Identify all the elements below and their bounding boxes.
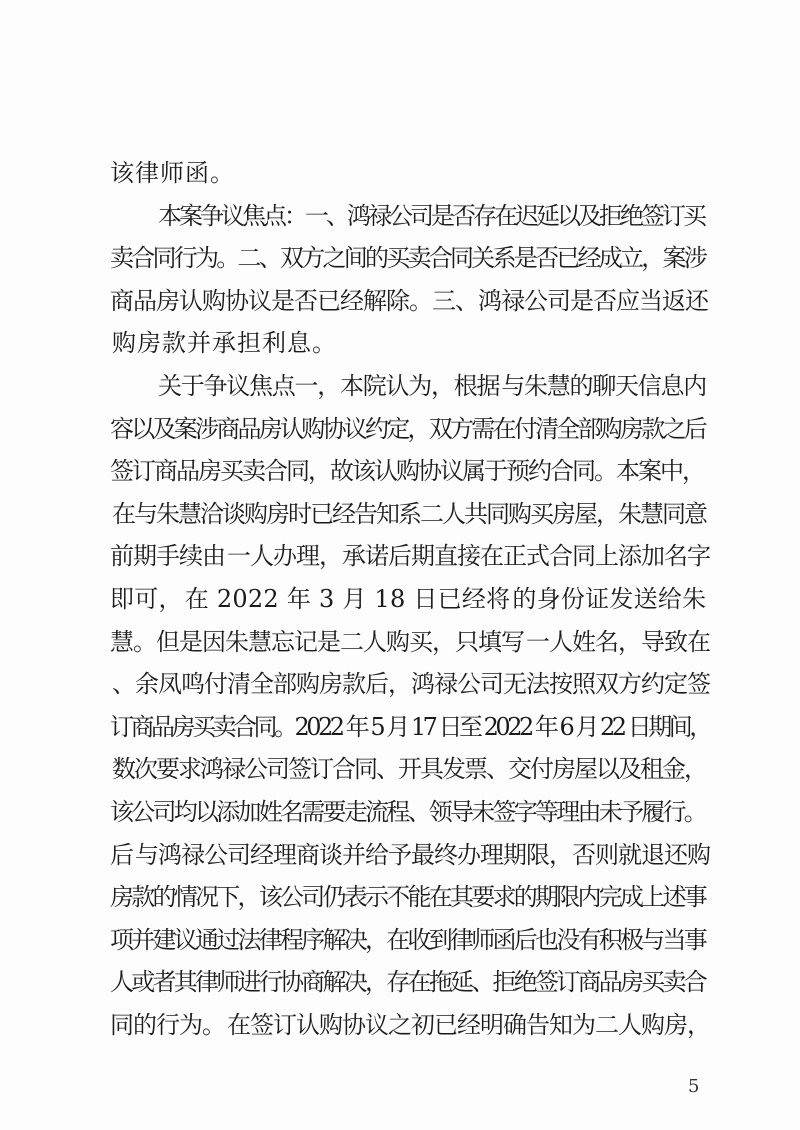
text-segment: 购房款并承担利息。 — [112, 329, 337, 358]
text-line — [110, 1004, 710, 1047]
text-segment: 、余凤鸣付清全部购房款后，鸿禄公司无法按照双方约定签 — [112, 670, 710, 699]
text-segment: 一人办理，承诺后期直接在正式合同上添加名字 — [227, 542, 710, 571]
text-segment: 前期手续由 — [110, 542, 225, 571]
text-line — [110, 834, 710, 877]
text-segment: 项并建议通过法律程序解决，在收到律师函后也没有积极与当事 — [110, 925, 705, 954]
text-segment: 数次要求鸿禄公司签订合同、开具发票、交付房屋以及租金， — [112, 755, 706, 784]
text-segment: 即可， — [110, 584, 183, 613]
text-segment: 慧。但是因朱慧忘记是二人购买，只填写 — [110, 627, 524, 656]
text-line — [110, 706, 710, 749]
text-line — [110, 791, 710, 834]
text-segment: 关于争议焦点一，本院认为，根据 — [158, 371, 500, 400]
text-segment: 的身份证发送给朱 — [512, 584, 707, 613]
text-segment: 在与朱慧洽谈购房时已经告知系二人共同购买房屋，朱慧同意 — [112, 499, 706, 528]
text-segment: 与朱慧的聊天信息内 — [501, 371, 706, 400]
text-line — [110, 322, 710, 365]
text-line — [110, 237, 710, 280]
text-segment: 该律师函。 — [110, 159, 235, 187]
text-line — [110, 961, 710, 1004]
text-segment: 签订商品房买卖合同，故该认购协议属于预约合同。本案中， — [110, 457, 704, 486]
text-segment: 人或者其律师进行协商解决，存在拖延、拒绝签订商品房买卖合 — [110, 968, 705, 997]
document-body — [110, 152, 710, 1046]
text-line — [110, 919, 710, 962]
text-segment: 本案争议焦点：一、鸿禄公司是否存在迟延以及拒绝签订买 — [158, 201, 704, 230]
text-line — [110, 152, 710, 195]
text-segment: 房款的情况下，该公司仍表示不能在其要求的期限内完成上述事 — [110, 883, 705, 912]
text-segment: 一人姓名，导致在 — [526, 627, 710, 656]
text-segment: 在签订认购协议之初已经明确告知为二人购房， — [227, 1010, 710, 1039]
text-line — [110, 450, 710, 493]
text-line — [110, 663, 710, 706]
text-line — [110, 535, 710, 578]
text-segment: 同的行为。 — [110, 1010, 225, 1039]
text-segment: 该公司均以添加姓名需要走流程、领导未签字等理由未予履行。 — [110, 797, 705, 826]
text-segment: 容以及案涉商品房认购协议约定，双方需在付清全部购房款之后 — [110, 414, 705, 443]
text-segment: 在 2022 年 3 月 18 日已经将 — [184, 584, 511, 613]
text-segment: 订商品房买卖合同。2022 年 5 月 17 日至 2022 年 6 月 22 日期间， — [110, 712, 710, 741]
text-line — [110, 493, 710, 536]
text-line — [110, 365, 710, 408]
text-line — [110, 621, 710, 664]
page-number: 5 — [688, 1076, 700, 1097]
text-line — [110, 748, 710, 791]
text-segment: 与鸿禄公司经理商谈并给予最终办理期限，否则就退还购 — [135, 840, 710, 869]
text-segment: 卖合同行为。二、双方之间的买卖合同关系是否已经成立，案涉 — [110, 244, 705, 273]
text-line — [110, 195, 710, 238]
text-line — [110, 280, 710, 323]
text-segment: 后 — [110, 840, 133, 869]
text-line — [110, 578, 710, 621]
text-segment: 商品房认购协议是否已经解除。三、鸿禄公司是否应当返还 — [110, 286, 708, 315]
text-line — [110, 876, 710, 919]
text-line — [110, 408, 710, 451]
